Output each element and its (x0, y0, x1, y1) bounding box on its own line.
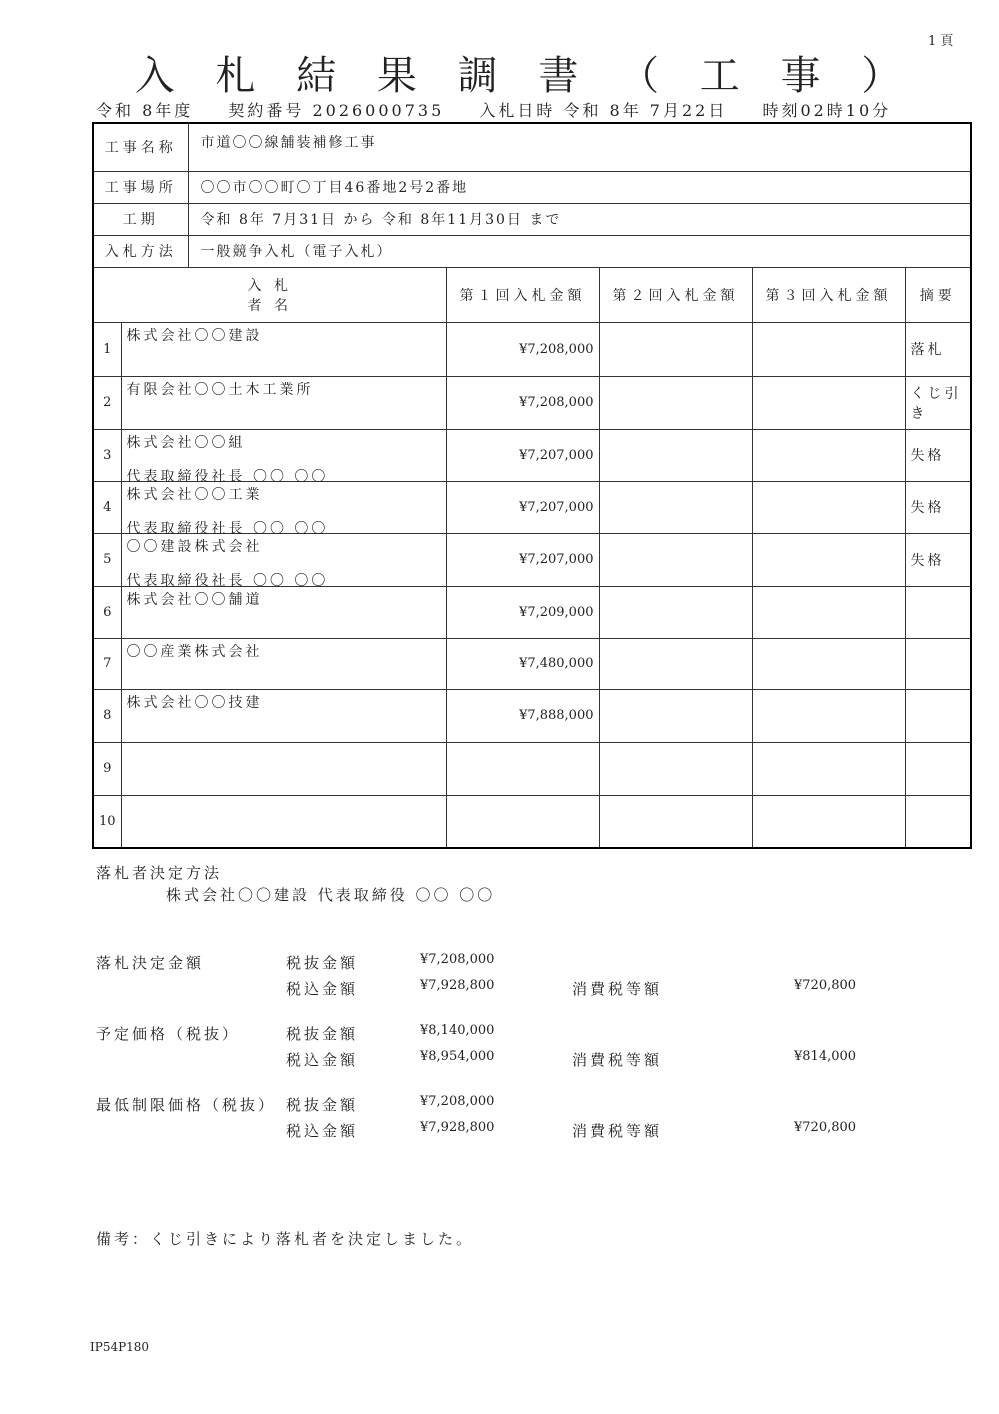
round1-amount (446, 742, 599, 795)
bidder-name: 株式会社〇〇建設 (126, 327, 263, 344)
round2-amount (599, 586, 752, 638)
bidder-cell (121, 376, 446, 429)
round3-amount (752, 795, 905, 848)
tax-included-value: ¥7,928,800 (420, 1120, 495, 1135)
round3-amount (752, 481, 905, 533)
round3-amount (752, 429, 905, 481)
info-row (93, 203, 971, 235)
tax-amount-value: ¥720,800 (794, 1120, 857, 1135)
tax-amount-label: 消費税等額 (572, 1051, 663, 1069)
round3-amount (752, 742, 905, 795)
contract-number: 契約番号 2026000735 (228, 101, 445, 120)
round1-amount: ¥7,480,000 (446, 638, 599, 689)
round3-header: 第３回入札金額 (752, 267, 905, 322)
bidder-name: 株式会社〇〇工業 (126, 486, 263, 503)
remarks-header: 摘要 (905, 267, 971, 322)
round3-amount (752, 376, 905, 429)
bidder-name: 〇〇建設株式会社 (126, 538, 263, 555)
round1-amount: ¥7,207,000 (446, 429, 599, 481)
tax-amount-value: ¥814,000 (794, 1049, 857, 1064)
round1-amount: ¥7,208,000 (446, 322, 599, 376)
row-number: 10 (93, 795, 121, 848)
summary-label: 最低制限価格（税抜） (96, 1096, 277, 1114)
tax-included-value: ¥7,928,800 (420, 978, 495, 993)
round1-amount (446, 795, 599, 848)
round1-amount: ¥7,207,000 (446, 533, 599, 586)
round2-amount (599, 429, 752, 481)
round1-amount: ¥7,209,000 (446, 586, 599, 638)
meta-row (96, 98, 921, 121)
remark-cell (905, 638, 971, 689)
round3-amount (752, 689, 905, 742)
round2-amount (599, 742, 752, 795)
info-label: 工事名称 (93, 123, 188, 171)
bidder-cell (121, 638, 446, 689)
info-value: 市道〇〇線舗装補修工事 (188, 123, 971, 171)
round2-amount (599, 322, 752, 376)
bidder-representative: 代表取締役社長 〇〇 〇〇 (126, 520, 329, 537)
bid-date: 入札日時 令和 8年 7月22日 (479, 101, 728, 120)
bidder-header-bottom: 者 名 (247, 297, 292, 314)
round3-amount (752, 533, 905, 586)
bid-results-table (92, 122, 972, 849)
info-row (93, 171, 971, 203)
pre-tax-value: ¥7,208,000 (420, 952, 495, 967)
bidder-cell (121, 429, 446, 485)
pre-tax-value: ¥8,140,000 (420, 1023, 495, 1038)
round2-amount (599, 795, 752, 848)
round2-amount (599, 481, 752, 533)
bidder-header-top: 入 札 (247, 277, 292, 294)
pre-tax-value: ¥7,208,000 (420, 1094, 495, 1109)
round2-amount (599, 689, 752, 742)
bidder-name: 有限会社〇〇土木工業所 (126, 381, 314, 398)
bidder-cell (121, 322, 446, 376)
info-label: 工事場所 (93, 171, 188, 203)
remark-cell (905, 795, 971, 848)
info-value: 令和 8年 7月31日 から 令和 8年11月30日 まで (188, 203, 971, 235)
bidder-cell (121, 481, 446, 537)
table-row (93, 481, 971, 533)
table-row (93, 586, 971, 638)
bidder-name: 〇〇産業株式会社 (126, 643, 263, 660)
form-code: IP54P180 (90, 1340, 150, 1354)
table-row (93, 689, 971, 742)
round2-header: 第２回入札金額 (599, 267, 752, 322)
remark-text: 備考：くじ引きにより落札者を決定しました。 (96, 1230, 475, 1248)
info-value: 〇〇市〇〇町〇丁目46番地2号2番地 (188, 171, 971, 203)
bidder-rows (93, 322, 971, 848)
row-number: 5 (93, 533, 121, 586)
award-heading: 落札者決定方法 (96, 864, 223, 882)
table-row (93, 795, 971, 848)
bid-time: 時刻02時10分 (762, 101, 892, 120)
row-number: 1 (93, 322, 121, 376)
tax-included-label: 税込金額 (286, 1122, 359, 1140)
table-row (93, 322, 971, 376)
tax-amount-value: ¥720,800 (794, 978, 857, 993)
summary-label: 予定価格（税抜） (96, 1025, 241, 1043)
tax-included-value: ¥8,954,000 (420, 1049, 495, 1064)
round1-amount: ¥7,888,000 (446, 689, 599, 742)
info-label: 工期 (93, 203, 188, 235)
tax-amount-label: 消費税等額 (572, 1122, 663, 1140)
pre-tax-label: 税抜金額 (286, 1096, 359, 1114)
info-row (93, 235, 971, 267)
remark-cell (905, 586, 971, 638)
round3-amount (752, 586, 905, 638)
round1-amount: ¥7,207,000 (446, 481, 599, 533)
row-number: 8 (93, 689, 121, 742)
fiscal-year: 令和 8年度 (96, 101, 194, 120)
bidder-cell (121, 742, 446, 795)
remark-cell: 落札 (905, 322, 971, 376)
remark-cell (905, 742, 971, 795)
row-number: 6 (93, 586, 121, 638)
bidder-name: 株式会社〇〇舗道 (126, 591, 263, 608)
table-row (93, 533, 971, 586)
tax-amount-label: 消費税等額 (572, 980, 663, 998)
table-row (93, 429, 971, 481)
round1-header: 第１回入札金額 (446, 267, 599, 322)
row-number: 7 (93, 638, 121, 689)
round1-amount: ¥7,208,000 (446, 376, 599, 429)
info-row (93, 123, 971, 171)
bidder-cell (121, 586, 446, 638)
bidder-cell (121, 689, 446, 742)
award-detail: 株式会社〇〇建設 代表取締役 〇〇 〇〇 (166, 886, 496, 904)
tax-included-label: 税込金額 (286, 980, 359, 998)
remark-cell: 失格 (905, 481, 971, 533)
row-number: 2 (93, 376, 121, 429)
info-label: 入札方法 (93, 235, 188, 267)
pre-tax-label: 税抜金額 (286, 954, 359, 972)
table-row (93, 742, 971, 795)
round2-amount (599, 638, 752, 689)
row-number: 3 (93, 429, 121, 481)
bidder-representative: 代表取締役社長 〇〇 〇〇 (126, 468, 329, 485)
pre-tax-label: 税抜金額 (286, 1025, 359, 1043)
document-title: 入 札 結 果 調 書 （ 工 事 ） (134, 53, 916, 99)
bidder-representative: 代表取締役社長 〇〇 〇〇 (126, 572, 329, 589)
table-row (93, 638, 971, 689)
round3-amount (752, 322, 905, 376)
bidder-name: 株式会社〇〇組 (126, 434, 246, 451)
table-header-row (93, 267, 971, 322)
summary-label: 落札決定金額 (96, 954, 205, 972)
round3-amount (752, 638, 905, 689)
remark-cell: 失格 (905, 533, 971, 586)
row-number: 9 (93, 742, 121, 795)
round2-amount (599, 376, 752, 429)
round2-amount (599, 533, 752, 586)
table-row (93, 376, 971, 429)
remark-cell: くじ引き (905, 376, 971, 429)
bidder-name: 株式会社〇〇技建 (126, 694, 263, 711)
page-number: 1 頁 (928, 34, 954, 49)
info-value: 一般競争入札（電子入札） (188, 235, 971, 267)
remark-cell: 失格 (905, 429, 971, 481)
bidder-cell (121, 795, 446, 848)
bidder-cell (121, 533, 446, 589)
row-number: 4 (93, 481, 121, 533)
tax-included-label: 税込金額 (286, 1051, 359, 1069)
remark-cell (905, 689, 971, 742)
bidder-header (93, 267, 446, 322)
